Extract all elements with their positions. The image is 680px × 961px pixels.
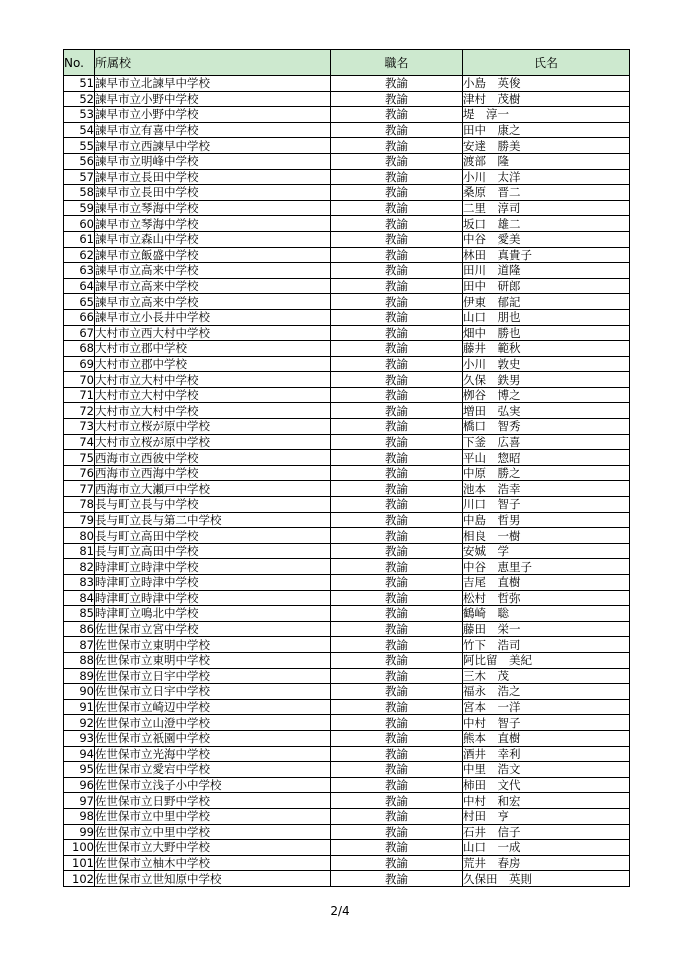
job-title: 教諭 xyxy=(331,138,463,154)
job-title: 教諭 xyxy=(331,762,463,778)
table-row xyxy=(64,403,630,419)
job-title: 教諭 xyxy=(331,543,463,559)
person-name: 坂口 雄二 xyxy=(463,216,630,232)
table-row xyxy=(64,855,630,871)
job-title: 教諭 xyxy=(331,341,463,357)
row-number: 86 xyxy=(64,621,95,637)
job-title: 教諭 xyxy=(331,122,463,138)
row-number: 90 xyxy=(64,684,95,700)
row-number: 57 xyxy=(64,169,95,185)
school-name: 諫早市立有喜中学校 xyxy=(95,122,331,138)
column-header-no: No. xyxy=(64,50,95,76)
school-name: 佐世保市立宮中学校 xyxy=(95,621,331,637)
job-title: 教諭 xyxy=(331,699,463,715)
school-name: 長与町立長与第二中学校 xyxy=(95,512,331,528)
job-title: 教諭 xyxy=(331,871,463,887)
person-name: 福永 浩之 xyxy=(463,684,630,700)
table-row xyxy=(64,153,630,169)
table-row xyxy=(64,309,630,325)
row-number: 55 xyxy=(64,138,95,154)
table-row xyxy=(64,840,630,856)
row-number: 56 xyxy=(64,153,95,169)
table-row xyxy=(64,621,630,637)
row-number: 53 xyxy=(64,107,95,123)
person-name: 畑中 勝也 xyxy=(463,325,630,341)
job-title: 教諭 xyxy=(331,590,463,606)
table-row xyxy=(64,559,630,575)
row-number: 87 xyxy=(64,637,95,653)
school-name: 時津町立時津中学校 xyxy=(95,590,331,606)
school-name: 佐世保市立山澄中学校 xyxy=(95,715,331,731)
school-name: 諫早市立長田中学校 xyxy=(95,185,331,201)
table-row xyxy=(64,871,630,887)
table-row xyxy=(64,263,630,279)
table-row xyxy=(64,824,630,840)
table-row xyxy=(64,356,630,372)
school-name: 長与町立高田中学校 xyxy=(95,528,331,544)
job-title: 教諭 xyxy=(331,450,463,466)
row-number: 93 xyxy=(64,730,95,746)
school-name: 諫早市立森山中学校 xyxy=(95,231,331,247)
table-row xyxy=(64,138,630,154)
table-row xyxy=(64,590,630,606)
row-number: 66 xyxy=(64,309,95,325)
row-number: 54 xyxy=(64,122,95,138)
row-number: 76 xyxy=(64,465,95,481)
table-row xyxy=(64,122,630,138)
person-name: 久保田 英則 xyxy=(463,871,630,887)
column-header-title: 職名 xyxy=(331,50,463,76)
person-name: 石井 信子 xyxy=(463,824,630,840)
school-name: 大村市立大村中学校 xyxy=(95,372,331,388)
table-row xyxy=(64,637,630,653)
person-name: 池本 浩幸 xyxy=(463,481,630,497)
row-number: 70 xyxy=(64,372,95,388)
table-row xyxy=(64,668,630,684)
row-number: 61 xyxy=(64,231,95,247)
row-number: 99 xyxy=(64,824,95,840)
school-name: 佐世保市立柚木中学校 xyxy=(95,855,331,871)
person-name: 藤田 栄一 xyxy=(463,621,630,637)
table-header-row xyxy=(64,50,630,76)
school-name: 諫早市立西諫早中学校 xyxy=(95,138,331,154)
job-title: 教諭 xyxy=(331,824,463,840)
person-name: 橋口 智秀 xyxy=(463,419,630,435)
row-number: 74 xyxy=(64,434,95,450)
row-number: 75 xyxy=(64,450,95,466)
person-name: 松村 哲弥 xyxy=(463,590,630,606)
school-name: 諫早市立小野中学校 xyxy=(95,107,331,123)
school-name: 佐世保市立光海中学校 xyxy=(95,746,331,762)
row-number: 78 xyxy=(64,497,95,513)
school-name: 佐世保市立浅子小中学校 xyxy=(95,777,331,793)
row-number: 73 xyxy=(64,419,95,435)
column-header-school: 所属校 xyxy=(95,50,331,76)
row-number: 101 xyxy=(64,855,95,871)
school-name: 西海市立西彼中学校 xyxy=(95,450,331,466)
table-row xyxy=(64,341,630,357)
person-name: 中谷 愛美 xyxy=(463,231,630,247)
person-name: 平山 惣昭 xyxy=(463,450,630,466)
row-number: 68 xyxy=(64,341,95,357)
job-title: 教諭 xyxy=(331,185,463,201)
table-row xyxy=(64,325,630,341)
person-name: 田中 康之 xyxy=(463,122,630,138)
table-row xyxy=(64,107,630,123)
job-title: 教諭 xyxy=(331,91,463,107)
school-name: 西海市立西海中学校 xyxy=(95,465,331,481)
job-title: 教諭 xyxy=(331,434,463,450)
school-name: 佐世保市立日宇中学校 xyxy=(95,668,331,684)
table-row xyxy=(64,777,630,793)
job-title: 教諭 xyxy=(331,621,463,637)
school-name: 時津町立時津中学校 xyxy=(95,575,331,591)
person-name: 荒井 春房 xyxy=(463,855,630,871)
job-title: 教諭 xyxy=(331,356,463,372)
school-name: 大村市立郡中学校 xyxy=(95,356,331,372)
job-title: 教諭 xyxy=(331,278,463,294)
job-title: 教諭 xyxy=(331,512,463,528)
table-row xyxy=(64,684,630,700)
table-row xyxy=(64,185,630,201)
school-name: 長与町立長与中学校 xyxy=(95,497,331,513)
person-name: 相良 一樹 xyxy=(463,528,630,544)
person-name: 山口 一成 xyxy=(463,840,630,856)
job-title: 教諭 xyxy=(331,497,463,513)
person-name: 中谷 恵里子 xyxy=(463,559,630,575)
row-number: 89 xyxy=(64,668,95,684)
school-name: 佐世保市立日宇中学校 xyxy=(95,684,331,700)
table-row xyxy=(64,278,630,294)
school-name: 大村市立郡中学校 xyxy=(95,341,331,357)
job-title: 教諭 xyxy=(331,153,463,169)
person-name: 酒井 幸利 xyxy=(463,746,630,762)
person-name: 村田 亨 xyxy=(463,808,630,824)
job-title: 教諭 xyxy=(331,606,463,622)
row-number: 80 xyxy=(64,528,95,544)
table-row xyxy=(64,793,630,809)
job-title: 教諭 xyxy=(331,793,463,809)
row-number: 91 xyxy=(64,699,95,715)
row-number: 88 xyxy=(64,652,95,668)
table-row xyxy=(64,606,630,622)
person-name: 田川 道隆 xyxy=(463,263,630,279)
row-number: 84 xyxy=(64,590,95,606)
school-name: 佐世保市立中里中学校 xyxy=(95,808,331,824)
job-title: 教諭 xyxy=(331,76,463,92)
person-name: 柿田 文代 xyxy=(463,777,630,793)
school-name: 諫早市立高来中学校 xyxy=(95,263,331,279)
row-number: 95 xyxy=(64,762,95,778)
job-title: 教諭 xyxy=(331,200,463,216)
job-title: 教諭 xyxy=(331,808,463,824)
school-name: 大村市立桜が原中学校 xyxy=(95,434,331,450)
job-title: 教諭 xyxy=(331,419,463,435)
job-title: 教諭 xyxy=(331,465,463,481)
table-row xyxy=(64,543,630,559)
row-number: 71 xyxy=(64,387,95,403)
job-title: 教諭 xyxy=(331,730,463,746)
table-row xyxy=(64,434,630,450)
job-title: 教諭 xyxy=(331,528,463,544)
job-title: 教諭 xyxy=(331,481,463,497)
job-title: 教諭 xyxy=(331,247,463,263)
table-row xyxy=(64,497,630,513)
row-number: 81 xyxy=(64,543,95,559)
row-number: 100 xyxy=(64,840,95,856)
row-number: 92 xyxy=(64,715,95,731)
row-number: 58 xyxy=(64,185,95,201)
person-name: 藤井 範秋 xyxy=(463,341,630,357)
job-title: 教諭 xyxy=(331,325,463,341)
table-row xyxy=(64,231,630,247)
row-number: 62 xyxy=(64,247,95,263)
row-number: 98 xyxy=(64,808,95,824)
person-name: 小川 敦史 xyxy=(463,356,630,372)
table-row xyxy=(64,76,630,92)
person-name: 二里 淳司 xyxy=(463,200,630,216)
person-name: 栁谷 博之 xyxy=(463,387,630,403)
job-title: 教諭 xyxy=(331,840,463,856)
person-name: 小島 英俊 xyxy=(463,76,630,92)
row-number: 72 xyxy=(64,403,95,419)
row-number: 79 xyxy=(64,512,95,528)
table-row xyxy=(64,528,630,544)
school-name: 諫早市立明峰中学校 xyxy=(95,153,331,169)
job-title: 教諭 xyxy=(331,777,463,793)
person-name: 安達 勝美 xyxy=(463,138,630,154)
school-name: 佐世保市立東明中学校 xyxy=(95,652,331,668)
school-name: 諫早市立琴海中学校 xyxy=(95,200,331,216)
person-name: 津村 茂樹 xyxy=(463,91,630,107)
row-number: 82 xyxy=(64,559,95,575)
school-name: 佐世保市立東明中学校 xyxy=(95,637,331,653)
school-name: 時津町立鳴北中学校 xyxy=(95,606,331,622)
row-number: 69 xyxy=(64,356,95,372)
job-title: 教諭 xyxy=(331,294,463,310)
job-title: 教諭 xyxy=(331,855,463,871)
table-row xyxy=(64,247,630,263)
school-name: 佐世保市立愛宕中学校 xyxy=(95,762,331,778)
job-title: 教諭 xyxy=(331,652,463,668)
person-name: 渡部 隆 xyxy=(463,153,630,169)
table-row xyxy=(64,387,630,403)
school-name: 佐世保市立世知原中学校 xyxy=(95,871,331,887)
job-title: 教諭 xyxy=(331,309,463,325)
table-row xyxy=(64,200,630,216)
job-title: 教諭 xyxy=(331,668,463,684)
job-title: 教諭 xyxy=(331,107,463,123)
school-name: 諫早市立高来中学校 xyxy=(95,294,331,310)
person-name: 三木 茂 xyxy=(463,668,630,684)
job-title: 教諭 xyxy=(331,684,463,700)
row-number: 96 xyxy=(64,777,95,793)
school-name: 西海市立大瀬戸中学校 xyxy=(95,481,331,497)
job-title: 教諭 xyxy=(331,559,463,575)
table-row xyxy=(64,169,630,185)
job-title: 教諭 xyxy=(331,387,463,403)
school-name: 諫早市立飯盛中学校 xyxy=(95,247,331,263)
row-number: 85 xyxy=(64,606,95,622)
job-title: 教諭 xyxy=(331,715,463,731)
row-number: 59 xyxy=(64,200,95,216)
job-title: 教諭 xyxy=(331,169,463,185)
row-number: 52 xyxy=(64,91,95,107)
row-number: 64 xyxy=(64,278,95,294)
person-name: 伊東 郁記 xyxy=(463,294,630,310)
row-number: 97 xyxy=(64,793,95,809)
table-row xyxy=(64,746,630,762)
school-name: 諫早市立北諫早中学校 xyxy=(95,76,331,92)
table-row xyxy=(64,762,630,778)
person-name: 堤 淳一 xyxy=(463,107,630,123)
person-name: 山口 朋也 xyxy=(463,309,630,325)
job-title: 教諭 xyxy=(331,372,463,388)
person-name: 中島 哲男 xyxy=(463,512,630,528)
table-row xyxy=(64,575,630,591)
person-name: 小川 太洋 xyxy=(463,169,630,185)
job-title: 教諭 xyxy=(331,216,463,232)
row-number: 83 xyxy=(64,575,95,591)
row-number: 77 xyxy=(64,481,95,497)
person-name: 吉尾 直樹 xyxy=(463,575,630,591)
person-name: 中里 浩文 xyxy=(463,762,630,778)
school-name: 諫早市立長田中学校 xyxy=(95,169,331,185)
page-number: 2/4 xyxy=(330,904,350,918)
person-name: 下釜 広喜 xyxy=(463,434,630,450)
table-row xyxy=(64,91,630,107)
school-name: 大村市立西大村中学校 xyxy=(95,325,331,341)
school-name: 佐世保市立日野中学校 xyxy=(95,793,331,809)
school-name: 諫早市立小長井中学校 xyxy=(95,309,331,325)
job-title: 教諭 xyxy=(331,403,463,419)
school-name: 大村市立大村中学校 xyxy=(95,403,331,419)
table-row xyxy=(64,450,630,466)
person-name: 中村 和宏 xyxy=(463,793,630,809)
person-name: 増田 弘実 xyxy=(463,403,630,419)
table-row xyxy=(64,465,630,481)
table-row xyxy=(64,808,630,824)
job-title: 教諭 xyxy=(331,231,463,247)
school-name: 佐世保市立崎辺中学校 xyxy=(95,699,331,715)
row-number: 94 xyxy=(64,746,95,762)
row-number: 67 xyxy=(64,325,95,341)
school-name: 佐世保市立大野中学校 xyxy=(95,840,331,856)
job-title: 教諭 xyxy=(331,575,463,591)
person-name: 宮本 一洋 xyxy=(463,699,630,715)
school-name: 大村市立大村中学校 xyxy=(95,387,331,403)
table-row xyxy=(64,652,630,668)
table-row xyxy=(64,294,630,310)
person-name: 鶴崎 聡 xyxy=(463,606,630,622)
person-name: 竹下 浩司 xyxy=(463,637,630,653)
person-name: 熊本 直樹 xyxy=(463,730,630,746)
table-row xyxy=(64,730,630,746)
table-row xyxy=(64,419,630,435)
school-name: 大村市立桜が原中学校 xyxy=(95,419,331,435)
row-number: 60 xyxy=(64,216,95,232)
job-title: 教諭 xyxy=(331,263,463,279)
column-header-name: 氏名 xyxy=(463,50,630,76)
person-name: 林田 真貴子 xyxy=(463,247,630,263)
table-row xyxy=(64,216,630,232)
table-row xyxy=(64,481,630,497)
school-name: 諫早市立高来中学校 xyxy=(95,278,331,294)
table-row xyxy=(64,699,630,715)
table-body xyxy=(64,76,630,887)
school-name: 時津町立時津中学校 xyxy=(95,559,331,575)
staff-roster-table xyxy=(63,49,630,887)
row-number: 63 xyxy=(64,263,95,279)
school-name: 諫早市立琴海中学校 xyxy=(95,216,331,232)
job-title: 教諭 xyxy=(331,637,463,653)
row-number: 102 xyxy=(64,871,95,887)
person-name: 川口 智子 xyxy=(463,497,630,513)
table-row xyxy=(64,512,630,528)
person-name: 中村 智子 xyxy=(463,715,630,731)
table-row xyxy=(64,372,630,388)
person-name: 久保 鉄男 xyxy=(463,372,630,388)
person-name: 安娍 学 xyxy=(463,543,630,559)
school-name: 諫早市立小野中学校 xyxy=(95,91,331,107)
person-name: 田中 研郎 xyxy=(463,278,630,294)
school-name: 佐世保市立中里中学校 xyxy=(95,824,331,840)
row-number: 65 xyxy=(64,294,95,310)
row-number: 51 xyxy=(64,76,95,92)
school-name: 佐世保市立祇園中学校 xyxy=(95,730,331,746)
person-name: 中原 勝之 xyxy=(463,465,630,481)
job-title: 教諭 xyxy=(331,746,463,762)
person-name: 阿比留 美紀 xyxy=(463,652,630,668)
school-name: 長与町立高田中学校 xyxy=(95,543,331,559)
table-row xyxy=(64,715,630,731)
person-name: 桑原 晋二 xyxy=(463,185,630,201)
